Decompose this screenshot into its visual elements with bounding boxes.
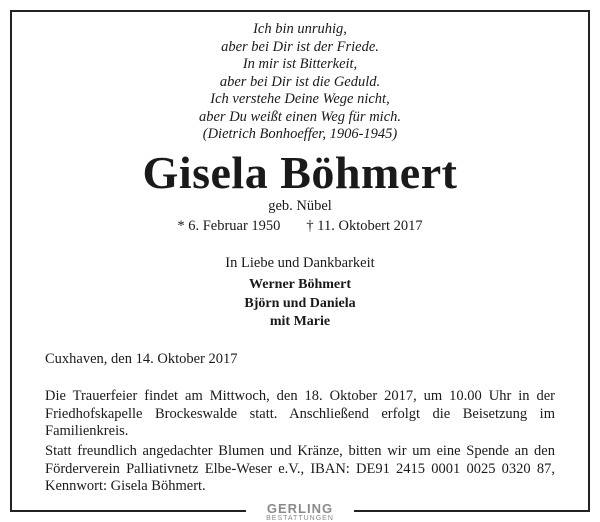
poem-line: Ich verstehe Deine Wege nicht, — [210, 91, 390, 107]
logo-name: GERLING — [266, 501, 334, 516]
poem-line: aber Du weißt einen Weg für mich. — [198, 108, 402, 125]
poem-line: aber bei Dir ist die Geduld. — [219, 73, 381, 90]
poem-line: In mir ist Bitterkeit, — [242, 56, 358, 72]
poem-attribution: (Dietrich Bonhoeffer, 1906-1945) — [202, 126, 398, 142]
birth-date: * 6. Februar 1950 — [177, 218, 281, 234]
mourners — [0, 276, 600, 332]
funeral-home-logo — [250, 503, 350, 522]
bottom-rule-right — [354, 510, 590, 512]
life-dates — [0, 217, 600, 235]
donation-info-paragraph: Statt freundlich angedachter Blumen und Kränze, bitten wir um eine Spende an den Förderverein Palliativnetz Elbe-Weser e.V., IBAN: DE91 2415 0001 0025 0320 87, Kennwort: Gisela Böhmert. — [45, 443, 555, 494]
bottom-rule-left — [10, 510, 246, 512]
maiden-name: geb. Nübel — [268, 198, 332, 214]
mourner-name: Werner Böhmert — [249, 277, 351, 292]
funeral-info-paragraph: Die Trauerfeier findet am Mittwoch, den 18. Oktober 2017, um 10.00 Uhr in der Friedhofskapelle Brockeswalde statt. Anschließend erfolgt die Beisetzung im Familienkreis. — [45, 388, 555, 439]
poem — [0, 21, 600, 144]
poem-line: Ich bin unruhig, — [253, 21, 347, 37]
poem-line: aber bei Dir ist der Friede. — [221, 38, 379, 55]
deceased-name: Gisela Böhmert — [142, 147, 458, 198]
death-date: † 11. Oktobert 2017 — [306, 218, 423, 234]
thanks-line: In Liebe und Dankbarkeit — [225, 255, 375, 271]
logo-subtitle: BESTATTUNGEN — [266, 515, 334, 522]
mourner-name: mit Marie — [269, 314, 331, 329]
place-date: Cuxhaven, den 14. Oktober 2017 — [45, 351, 238, 367]
mourner-name: Björn und Daniela — [244, 295, 356, 311]
